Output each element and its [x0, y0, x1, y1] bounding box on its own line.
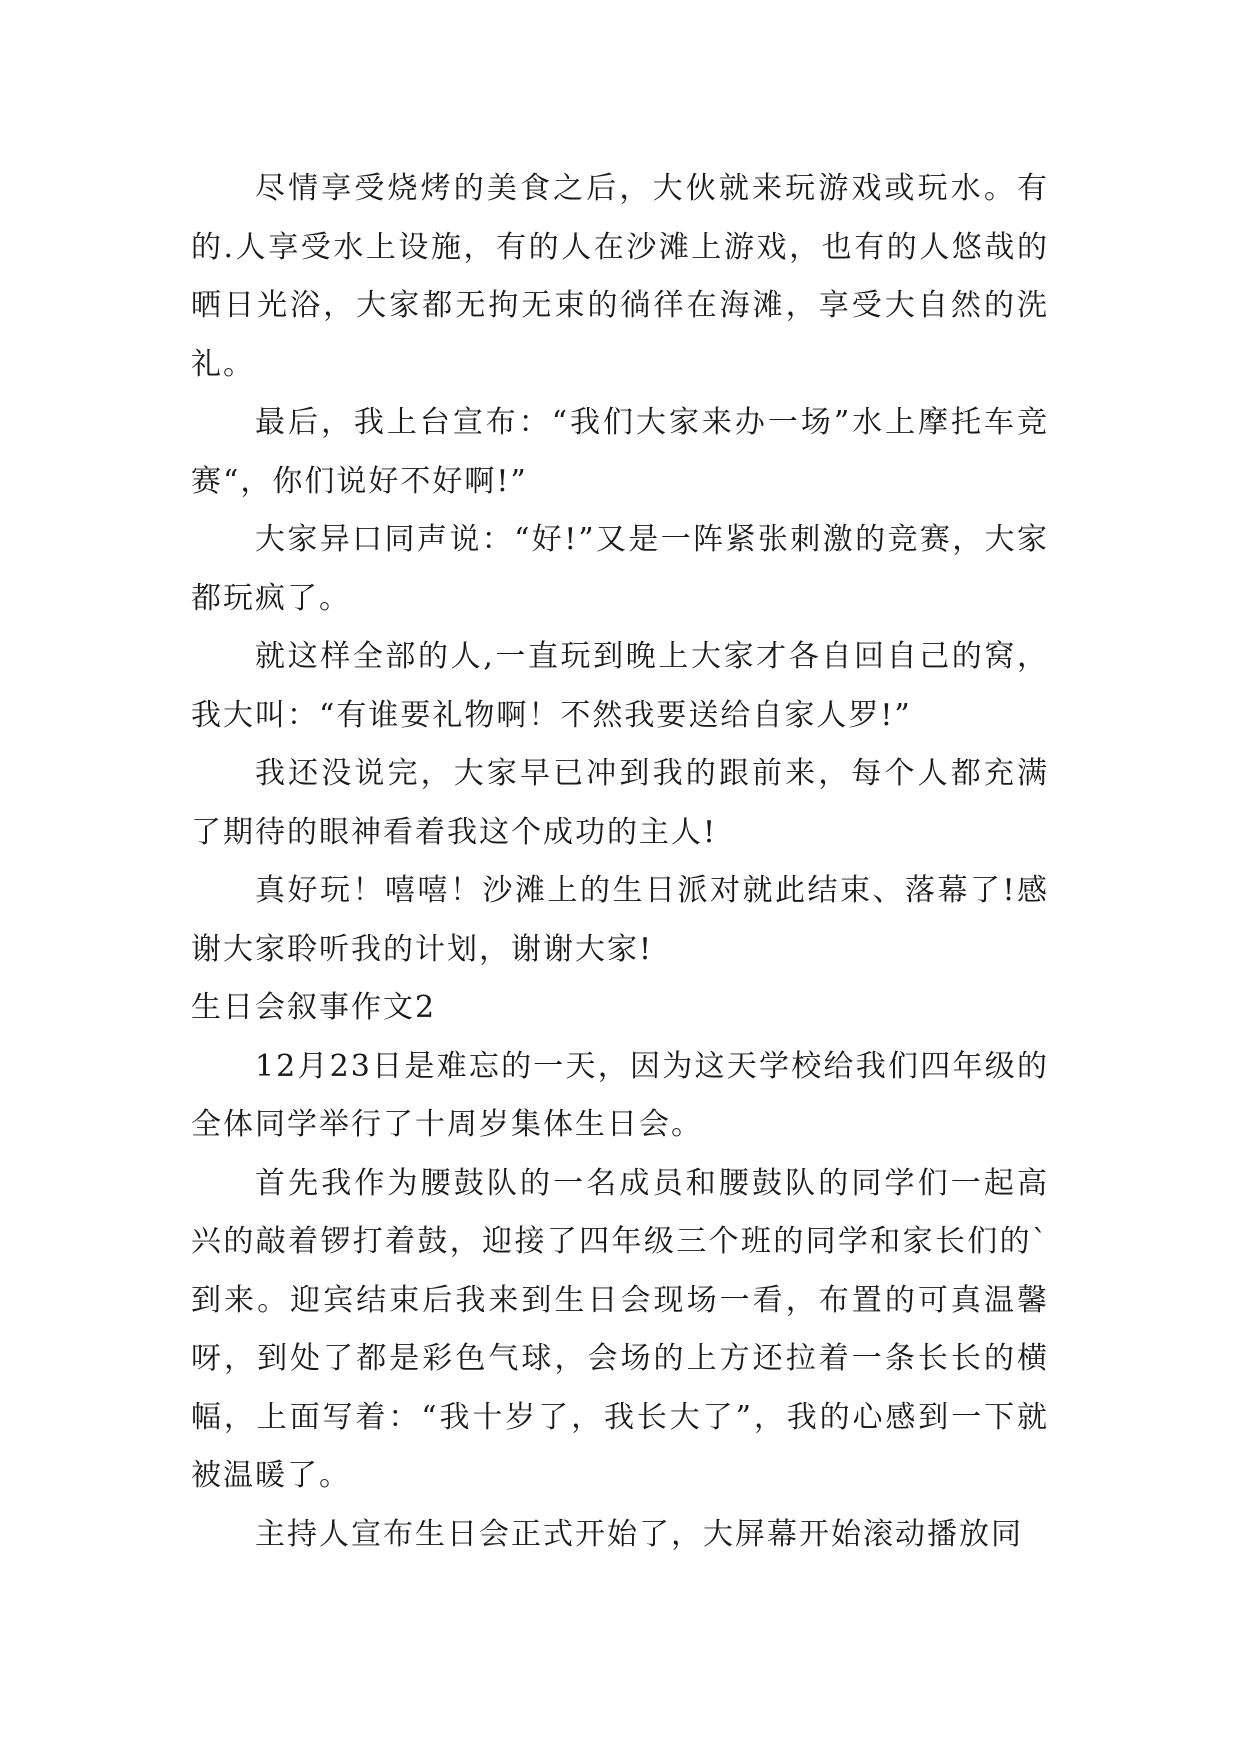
paragraph-evening: 就这样全部的人,一直玩到晚上大家才各自回自己的窝，我大叫：“有谁要礼物啊！不然我要送给自家人罗!”: [191, 639, 1049, 733]
paragraph-date: 12月23日是难忘的一天，因为这天学校给我们四年级的全体同学举行了十周岁集体生日会。: [191, 1048, 1049, 1142]
paragraph-conclusion: 真好玩！嘻嘻！沙滩上的生日派对就此结束、落幕了!感谢大家聆听我的计划，谢谢大家!: [191, 873, 1049, 967]
paragraph-bbq: 尽情享受烧烤的美食之后，大伙就来玩游戏或玩水。有的.人享受水上设施，有的人在沙滩上游戏，也有的人悠哉的晒日光浴，大家都无拘无束的徜徉在海滩，享受大自然的洗礼。: [191, 171, 1049, 382]
paragraph-announcement: 最后，我上台宣布：“我们大家来办一场”水上摩托车竞赛“，你们说好不好啊!”: [191, 405, 1049, 499]
document-body: [191, 160, 1049, 1564]
paragraph-gifts: 我还没说完，大家早已冲到我的跟前来，每个人都充满了期待的眼神看着我这个成功的主人!: [191, 756, 1049, 850]
paragraph-host: 主持人宣布生日会正式开始了，大屏幕开始滚动播放同: [255, 1516, 1023, 1552]
paragraph-response: 大家异口同声说：“好!”又是一阵紧张刺激的竞赛，大家都玩疯了。: [191, 522, 1049, 616]
paragraph-drum-team: 首先我作为腰鼓队的一名成员和腰鼓队的同学们一起高兴的敲着锣打着鼓，迎接了四年级三个班的同学和家长们的`到来。迎宾结束后我来到生日会现场一看，布置的可真温馨呀，到处了都是彩色气球，会场的上方还拉着一条长长的横幅，上面写着：“我十岁了，我长大了”，我的心感到一下就被温暖了。: [191, 1165, 1049, 1493]
section-title: 生日会叙事作文2: [191, 990, 437, 1025]
